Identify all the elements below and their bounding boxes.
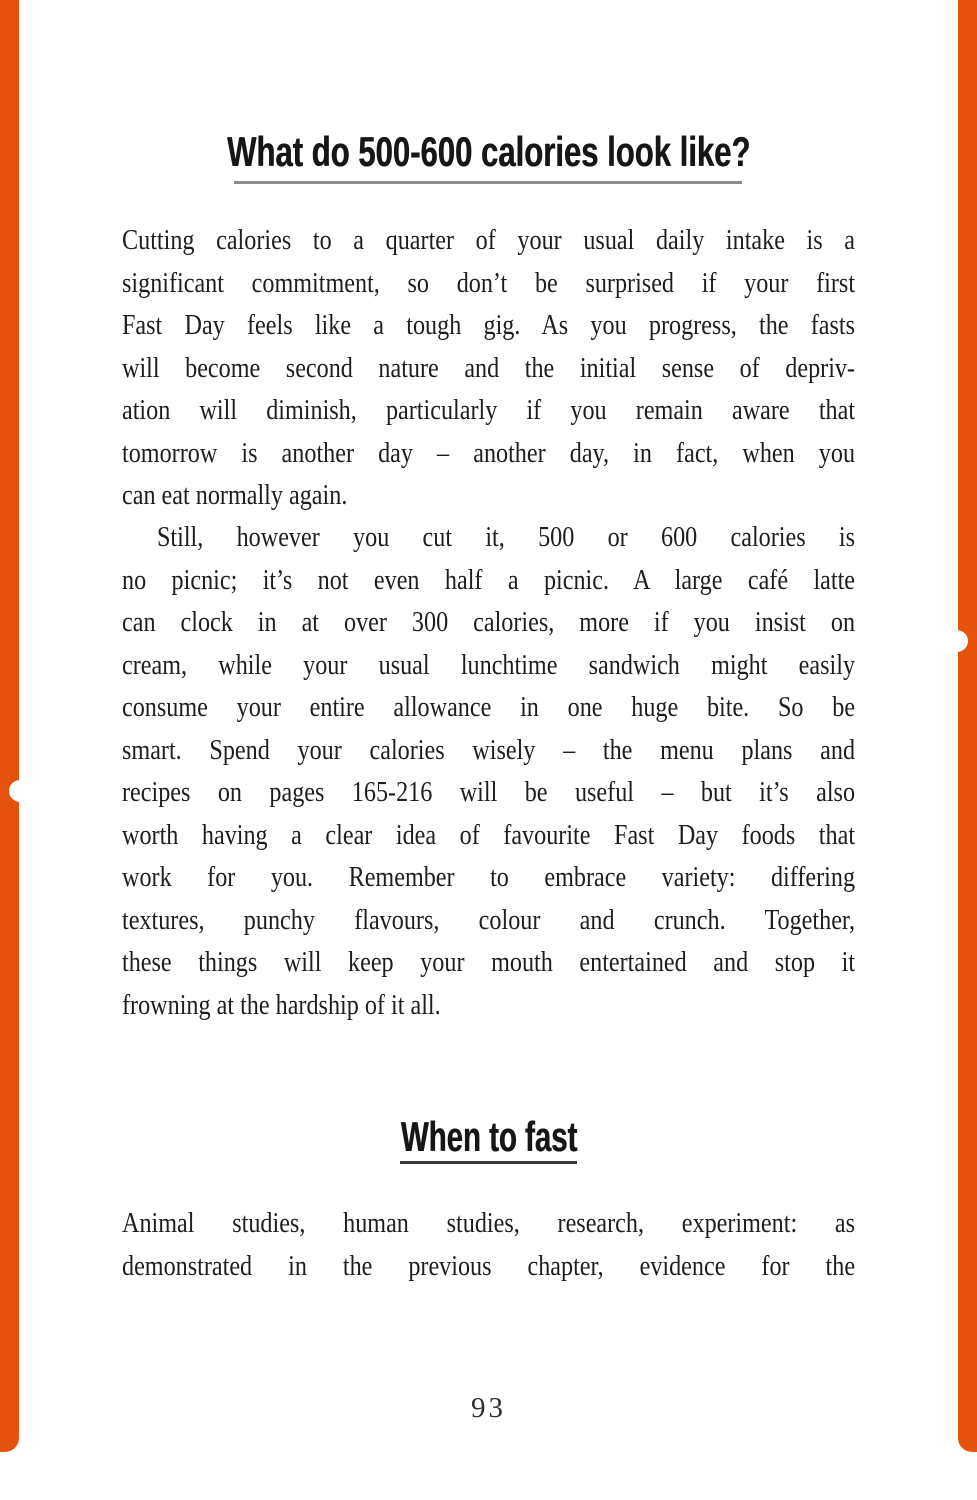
paragraph-1	[122, 219, 855, 517]
body-line: Cutting calories to a quarter of your usual daily intake is a	[122, 224, 856, 256]
body-line: these things will keep your mouth entertained and stop it	[122, 946, 856, 978]
body-line: Still, however you cut it, 500 or 600 calories is	[156, 521, 856, 553]
section-heading-calories-text: What do 500-600 calories look like?	[226, 128, 751, 175]
body-line: tomorrow is another day – another day, in fact, when you	[122, 436, 856, 469]
section-heading-calories	[0, 128, 977, 175]
body-line: recipes on pages 165-216 will be useful – but it’s also	[122, 776, 856, 808]
body-line: Animal studies, human studies, research, experiment: as	[122, 1207, 856, 1239]
body-line: cream, while your usual lunchtime sandwich might easily	[122, 648, 856, 681]
body-line: frowning at the hardship of it all.	[122, 988, 441, 1021]
body-line: smart. Spend your calories wisely – the menu plans and	[122, 733, 856, 766]
page-number: 93	[471, 1392, 506, 1424]
body-line: Fast Day feels like a tough gig. As you progress, the fasts	[122, 309, 856, 341]
body-line: significant commitment, so don’t be surprised if your first	[122, 266, 856, 299]
paragraph-3	[122, 1202, 855, 1287]
body-line: work for you. Remember to embrace variety: differing	[122, 861, 856, 893]
body-line: textures, punchy flavours, colour and crunch. Together,	[122, 903, 856, 936]
right-edge-notch	[946, 630, 968, 652]
section-heading-when-to-fast	[0, 1113, 977, 1160]
left-edge-notch	[9, 780, 31, 802]
body-line: will become second nature and the initial sense of depriv-	[122, 351, 856, 384]
heading-underline-calories	[234, 181, 742, 184]
left-page-edge-bar	[0, 0, 19, 1452]
body-line: ation will diminish, particularly if you remain aware that	[122, 394, 856, 426]
body-line: demonstrated in the previous chapter, evidence for the	[122, 1249, 856, 1282]
body-line: can eat normally again.	[122, 479, 348, 511]
body-line: can clock in at over 300 calories, more if you insist on	[122, 606, 856, 638]
body-line: worth having a clear idea of favourite Fast Day foods that	[122, 818, 856, 851]
paragraph-2	[122, 516, 855, 1026]
body-line: consume your entire allowance in one huge bite. So be	[122, 691, 856, 723]
body-line: no picnic; it’s not even half a picnic. A large café latte	[122, 563, 856, 596]
right-page-edge-bar	[958, 0, 977, 1452]
heading-underline-when-to-fast	[400, 1161, 577, 1164]
section-heading-when-to-fast-text: When to fast	[400, 1113, 577, 1160]
